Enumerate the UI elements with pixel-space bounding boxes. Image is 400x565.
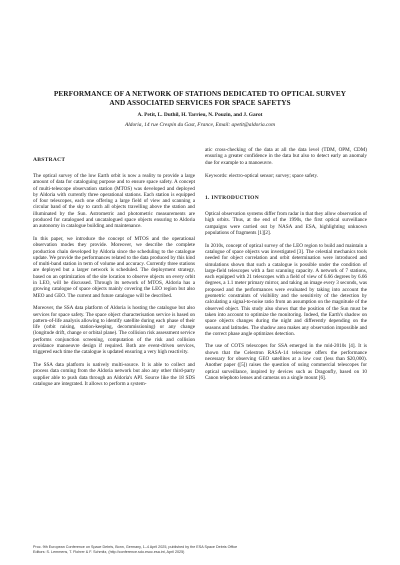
abstract-paragraph: The SSA data platform is natively multi-source. It is able to collect and process data coming from the Aldoria network but also any other third-party supplier able to push data through an Aldoria's API. Source like the 18 SDS catalogue are integrated. It allows to perform a system- [33,361,195,387]
title-line-1: PERFORMANCE OF A NETWORK OF STATIONS DEDICATED TO OPTICAL SURVEY [53,89,347,98]
abstract-continuation: atic cross-checking of the data at all the data level (TDM, OPM, CDM) ensuring a greater confidence in the data but also to detect early an anomaly due for example to a manoeuvre. [205,147,367,166]
abstract-paragraph: Moreover, the SSA data platform of Aldoria is hosting the catalogue but also services for space safety. The space object characterisation service is based on pattern-of-life analysis allowing to identify satellite during each phase of their life (orbit raising, station-keeping, decommissioning) or any change (longitude drift, change or orbital plane). The collision risk assessment service performs conjunction screening, computation of the risk and collision avoidance manoeuvre design if required. Both are event-driven services, triggered each time the catalogue is updated ensuring a very high reactivity. [33,305,195,356]
right-column [205,147,367,388]
affiliation: Aldoria, 14 rue Crespin du Gast, France, Email: apetit@aldoria.com [125,122,275,128]
footer-proceedings: Proc. 9th European Conference on Space Debris, Bonn, Germany, 1–4 April 2025, published by the ESA Space Debris Office [33,545,238,549]
left-column [33,157,195,393]
abstract-paragraph: The optical survey of the low Earth orbit is now a reality to provide a large amount of data for cataloguing purpose and to ensure space safety. A concept of multi-telescope observation station (MTOS) was developed and deployed by Aldoria with currently three operational stations. Each station is equipped of four telescopes, each one offering a large field of view and scanning a circular band of the sky to catch all objects travelling above the station and illuminated by the Sun. Astrometric and photometric measurements are produced for catalogued and uncatalogued space objects ensuring to Aldoria an autonomy in catalogue building and maintenance. [33,173,195,230]
author-list: A. Petit, L. Duthil, H. Tarrieu, N. Pouzin, and J. Garot [137,112,263,118]
footer-editors: Editors: S. Lemmens, T. Flohrer & F. Schmitz, (http://conference.sdo.esoc.esa.int, April 2025) [33,550,185,554]
introduction-paragraph: In 2010s, concept of optical survey of the LEO region to build and maintain a catalogue of space objects was investigated [3]. The celestial mechanics tools needed for object correlation and orbit determination were introduced and simulations shown that such a catalogue is possible under the condition of large-field telescopes with a fast scanning capacity. A network of 7 stations, each equipped with 21 telescopes with a field of view of 6.66 degrees by 6.66 degrees, a 1.1 meter primary mirror, and taking an image every 3 seconds, was proposed and the performances were evaluated by taking into account the geometric constraints of visibility and the sensitivity of the detection by calculating a signal-to-noise ratio from an assumption on the magnitude of the observed object. This study also shows that the position of the Sun must be taken into account to optimize the monitoring. Indeed, the Earth's shadow on space objects changes during the night and differently depending on the seasons and latitudes. The shadow area makes any observation impossible and the correct phase angle optimizes detection. [205,242,367,337]
title-line-2: AND ASSOCIATED SERVICES FOR SPACE SAFETYS [109,98,291,107]
introduction-paragraph: The use of COTS telescopes for SSA emerged in the mid-2010s [4]. It is shown that the Celestron RASA-14 telescope offers the performance necessary for observing GEO satellites at a low cost (less than $20,000). Another paper ([5]) raises the question of using commercial telescopes for optical surveillance, inspired by devices such as Dragonfly, based on 10 Canon telephoto lenses and cameras on a single mount [6]. [205,343,367,381]
introduction-heading: 1. INTRODUCTION [205,195,260,202]
abstract-heading: ABSTRACT [33,157,66,163]
abstract-paragraph: In this paper, we introduce the concept of MTOS and the operational observation modes they provide. Moreover, we describe the complete production chain developed by Aldoria since the scheduling to the catalogue update. We provide the performances related to the data produced by this kind of multi-band station in term of volume and accuracy. Currently three stations are deployed but a larger network is scheduled. The deployment strategy, based on an optimization of the site location to observe objects on every orbit in LEO, will be discussed. Through its network of MTOS, Aldoria has a growing catalogue of space objects mainly covering the LEO region but also MEO and GEO. The current and future catalogue will be described. [33,235,195,299]
paper-title [30,89,370,107]
introduction-paragraph: Optical observation systems differ from radar in that they allow observation of high orbits. Thus, at the end of the 1990s, the first optical surveillance campaigns were carried out by NASA and ESA, highlighting unknown populations of fragments [1][2]. [205,211,367,237]
keywords: Keywords: electro-optical sensor; survey; space safety. [205,172,319,179]
page-footer [33,545,373,555]
